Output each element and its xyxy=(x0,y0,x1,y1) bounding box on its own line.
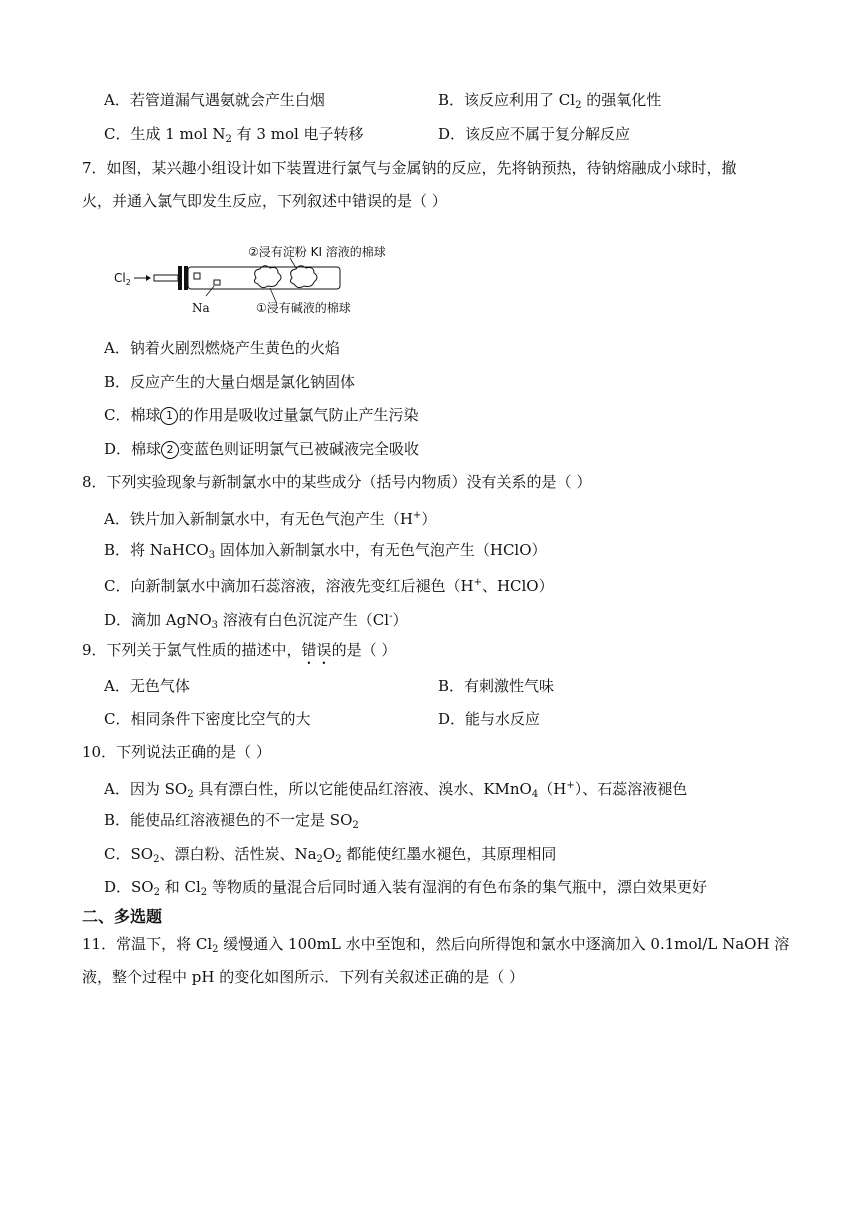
q7-stem-line2: 火，并通入氯气即发生反应，下列叙述中错误的是（ ） xyxy=(82,192,447,210)
q9-stem: 9．下列关于氯气性质的描述中，错误的是（ ） xyxy=(82,641,397,659)
q10-option-c: C．$SO_2$、漂白粉、活性炭、$Na_2O_2$ 都能使红墨水褪色，其原理相同 xyxy=(104,845,557,865)
gas-arrow-head xyxy=(146,275,151,281)
q10-stem: 10．下列说法正确的是（ ） xyxy=(82,743,271,761)
section-heading: 二、多选题 xyxy=(82,907,163,926)
circled-number-1: 1 xyxy=(160,407,178,425)
stopper-left xyxy=(178,266,182,290)
apparatus-diagram xyxy=(110,240,410,320)
q7-stem-line1: 7．如图，某兴趣小组设计如下装置进行氯气与金属钠的反应，先将钠预热，待钠熔融成小球时，撤 xyxy=(82,159,737,177)
q7-option-c: C．棉球 1 的作用是吸收过量氯气防止产生污染 xyxy=(104,406,419,424)
sodium-piece xyxy=(214,280,220,285)
stopper-right xyxy=(184,266,188,290)
q7-apparatus-figure xyxy=(110,240,410,320)
na-pointer xyxy=(206,286,214,296)
q7-option-d: D．棉球 2 变蓝色则证明氯气已被碱液完全吸收 xyxy=(104,440,420,458)
q9-option-c: C．相同条件下密度比空气的大 xyxy=(104,710,311,728)
q11-stem-line2: 液，整个过程中 pH 的变化如图所示．下列有关叙述正确的是（ ） xyxy=(82,968,524,986)
q10-option-a: A．因为 $SO_2$ 具有漂白性，所以它能使品红溶液、溴水、KMnO$_4$（H+）、石蕊溶液褪色 xyxy=(104,780,688,800)
q9-option-a: A．无色气体 xyxy=(104,677,190,695)
inlet-tube xyxy=(154,275,178,281)
q6-option-b: B．该反应利用了 $Cl_2$ 的强氧化性 xyxy=(438,91,662,111)
emphasis-text: 错误 xyxy=(301,641,332,659)
ball1-label: ①浸有碱液的棉球 xyxy=(256,301,351,315)
q8-option-c: C．向新制氯水中滴加石蕊溶液，溶液先变红后褪色（H+、HClO） xyxy=(104,577,554,595)
cotton-ball-2 xyxy=(290,266,317,288)
q10-option-b: B．能使品红溶液褪色的不一定是 $SO_2$ xyxy=(104,811,359,831)
q10-option-d: D．$SO_2$ 和 $Cl_2$ 等物质的量混合后同时通入装有湿润的有色布条的集气瓶中，漂白效果更好 xyxy=(104,878,707,898)
ball2-label: ②浸有淀粉 KI 溶液的棉球 xyxy=(248,245,386,259)
q8-option-b: B．将 NaHCO$_3$ 固体加入新制氯水中，有无色气泡产生（HClO） xyxy=(104,541,547,561)
circled-number-2: 2 xyxy=(161,441,179,459)
q7-option-a: A．钠着火剧烈燃烧产生黄色的火焰 xyxy=(104,339,340,357)
q6-option-a: A．若管道漏气遇氨就会产生白烟 xyxy=(104,91,325,109)
q11-stem-line1: 11．常温下，将 $Cl_2$ 缓慢通入 100mL 水中至饱和，然后向所得饱和氯水中逐滴加入 0.1mol/L NaOH 溶 xyxy=(82,935,790,955)
inner-piece xyxy=(194,273,200,279)
cotton-ball-1 xyxy=(254,266,281,288)
q8-option-a: A．铁片加入新制氯水中，有无色气泡产生（H+） xyxy=(104,510,437,528)
q6-option-c: C．生成 1 mol $N_2$ 有 3 mol 电子转移 xyxy=(104,125,364,145)
q6-option-d: D．该反应不属于复分解反应 xyxy=(438,125,631,143)
q7-option-b: B．反应产生的大量白烟是氯化钠固体 xyxy=(104,373,356,391)
q8-stem: 8．下列实验现象与新制氯水中的某些成分（括号内物质）没有关系的是（ ） xyxy=(82,473,592,491)
q9-option-b: B．有刺激性气味 xyxy=(438,677,555,695)
cl2-label: $Cl_2$ xyxy=(114,271,131,287)
q9-option-d: D．能与水反应 xyxy=(438,710,541,728)
na-label: Na xyxy=(192,301,210,315)
q8-option-d: D．滴加 AgNO$_3$ 溶液有白色沉淀产生（Cl-） xyxy=(104,611,408,631)
ball1-pointer xyxy=(270,288,276,302)
